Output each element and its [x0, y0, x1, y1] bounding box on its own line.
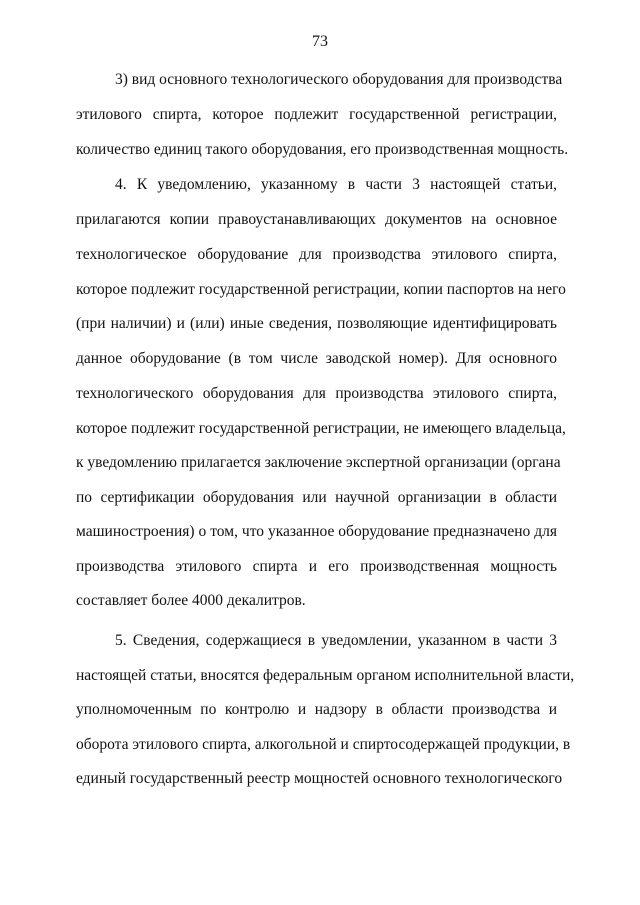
- page-number: 73: [312, 33, 328, 50]
- text-line: технологическое оборудование для производства этилового спирта,: [76, 246, 557, 263]
- text-line: оборота этилового спирта, алкогольной и спиртосодержащей продукции, в: [76, 736, 571, 753]
- text-line: по сертификации оборудования или научной организации в области: [76, 489, 557, 506]
- text-line: 5. Сведения, содержащиеся в уведомлении, указанном в части 3: [115, 632, 557, 649]
- text-line: этилового спирта, которое подлежит государственной регистрации,: [76, 106, 557, 123]
- text-line: 3) вид основного технологического оборудования для производства: [115, 71, 563, 88]
- text-line: составляет более 4000 декалитров.: [76, 592, 306, 609]
- text-line: единый государственный реестр мощностей основного технологического: [76, 770, 563, 787]
- text-line: данное оборудование (в том числе заводской номер). Для основного: [76, 350, 557, 367]
- text-line: 4. К уведомлению, указанному в части 3 настоящей статьи,: [115, 176, 557, 193]
- text-line: которое подлежит государственной регистрации, не имеющего владельца,: [76, 420, 566, 437]
- text-line: прилагаются копии правоустанавливающих документов на основное: [76, 211, 557, 228]
- text-line: количество единиц такого оборудования, его производственная мощность.: [76, 141, 569, 158]
- text-line: производства этилового спирта и его производственная мощность: [76, 558, 557, 575]
- text-line: уполномоченным по контролю и надзору в области производства и: [76, 701, 557, 718]
- text-line: технологического оборудования для производства этилового спирта,: [76, 385, 557, 402]
- text-line: настоящей статьи, вносятся федеральным органом исполнительной власти,: [76, 667, 575, 684]
- text-line: которое подлежит государственной регистрации, копии паспортов на него: [76, 281, 566, 298]
- text-line: к уведомлению прилагается заключение экспертной организации (органа: [76, 454, 561, 471]
- text-line: (при наличии) и (или) иные сведения, позволяющие идентифицировать: [76, 315, 557, 332]
- text-line: машиностроения) о том, что указанное оборудование предназначено для: [76, 523, 557, 540]
